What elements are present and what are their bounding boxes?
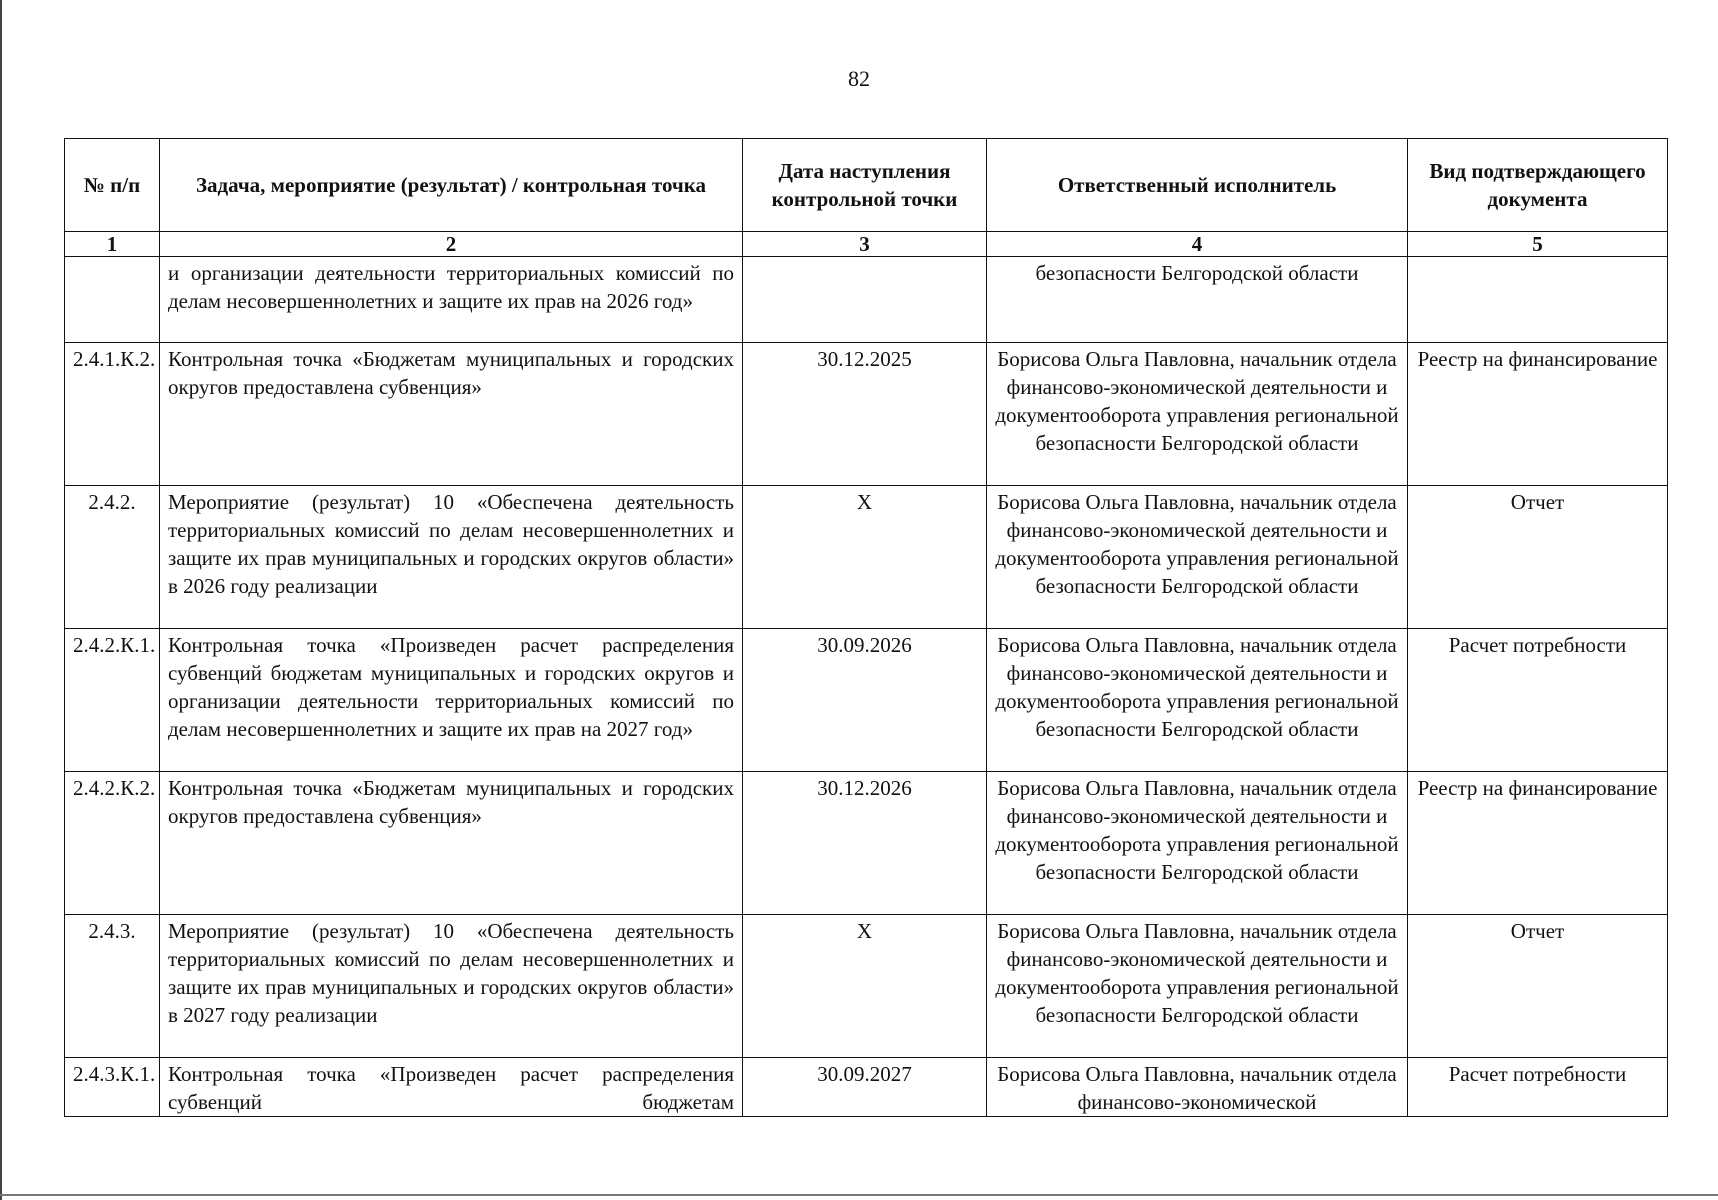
row-task: Мероприятие (результат) 10 «Обеспечена деятельность территориальных комиссий по делам несовершеннолетних и защите их прав муниципальных и городских округов области» в 2026 году реализации [160, 486, 743, 629]
row-date: 30.09.2026 [743, 629, 987, 772]
row-date: Х [743, 486, 987, 629]
row-responsible: Борисова Ольга Павловна, начальник отдела финансово-экономической деятельности и документооборота управления региональной безопасности Белгородской области [987, 915, 1408, 1058]
table-row [65, 343, 1668, 486]
column-number: 1 [65, 232, 160, 257]
row-date: 30.12.2025 [743, 343, 987, 486]
row-date: Х [743, 915, 987, 1058]
row-task: Контрольная точка «Бюджетам муниципальных и городских округов предоставлена субвенция» [160, 343, 743, 486]
column-number: 2 [160, 232, 743, 257]
row-code: 2.4.3.К.1. [65, 1058, 160, 1117]
row-responsible: Борисова Ольга Павловна, начальник отдела финансово-экономической деятельности и документооборота управления региональной безопасности Белгородской области [987, 343, 1408, 486]
column-number-row [65, 232, 1668, 257]
row-document: Реестр на финансирование [1408, 343, 1668, 486]
row-date: 30.09.2027 [743, 1058, 987, 1117]
row-task: Мероприятие (результат) 10 «Обеспечена деятельность территориальных комиссий по делам несовершеннолетних и защите их прав муниципальных и городских округов области» в 2027 году реализации [160, 915, 743, 1058]
row-document [1408, 257, 1668, 343]
column-number: 5 [1408, 232, 1668, 257]
header-number: № п/п [65, 139, 160, 232]
table-header-row [65, 139, 1668, 232]
header-document: Вид подтверждающего документа [1408, 139, 1668, 232]
row-task: Контрольная точка «Бюджетам муниципальных и городских округов предоставлена субвенция» [160, 772, 743, 915]
table-row [65, 257, 1668, 343]
table-row [65, 486, 1668, 629]
column-number: 3 [743, 232, 987, 257]
control-points-table [64, 138, 1668, 1117]
table-row [65, 629, 1668, 772]
row-document: Реестр на финансирование [1408, 772, 1668, 915]
row-responsible: Борисова Ольга Павловна, начальник отдела финансово-экономической [987, 1058, 1408, 1117]
row-task: Контрольная точка «Произведен расчет распределения субвенций бюджетам муниципальных и городских округов и организации деятельности территориальных комиссий по делам несовершеннолетних и защите их прав на 2027 год» [160, 629, 743, 772]
header-task: Задача, мероприятие (результат) / контрольная точка [160, 139, 743, 232]
row-document: Расчет потребности [1408, 629, 1668, 772]
row-responsible: Борисова Ольга Павловна, начальник отдела финансово-экономической деятельности и документооборота управления региональной безопасности Белгородской области [987, 772, 1408, 915]
row-date [743, 257, 987, 343]
row-document: Расчет потребности [1408, 1058, 1668, 1117]
row-responsible: безопасности Белгородской области [987, 257, 1408, 343]
row-code: 2.4.2.К.2. [65, 772, 160, 915]
row-document: Отчет [1408, 486, 1668, 629]
row-task: Контрольная точка «Произведен расчет распределения субвенций бюджетам [160, 1058, 743, 1117]
table-row [65, 915, 1668, 1058]
row-code: 2.4.3. [65, 915, 160, 1058]
table-row [65, 1058, 1668, 1117]
column-number: 4 [987, 232, 1408, 257]
row-code: 2.4.1.К.2. [65, 343, 160, 486]
header-responsible: Ответственный исполнитель [987, 139, 1408, 232]
header-date: Дата наступления контрольной точки [743, 139, 987, 232]
row-document: Отчет [1408, 915, 1668, 1058]
row-code [65, 257, 160, 343]
row-responsible: Борисова Ольга Павловна, начальник отдела финансово-экономической деятельности и документооборота управления региональной безопасности Белгородской области [987, 486, 1408, 629]
scan-border-left [0, 0, 2, 1200]
page-number: 82 [848, 66, 870, 91]
row-responsible: Борисова Ольга Павловна, начальник отдела финансово-экономической деятельности и документооборота управления региональной безопасности Белгородской области [987, 629, 1408, 772]
scan-border-bottom [0, 1194, 1718, 1196]
table-row [65, 772, 1668, 915]
row-task: и организации деятельности территориальных комиссий по делам несовершеннолетних и защите их прав на 2026 год» [160, 257, 743, 343]
row-code: 2.4.2.К.1. [65, 629, 160, 772]
row-date: 30.12.2026 [743, 772, 987, 915]
row-code: 2.4.2. [65, 486, 160, 629]
